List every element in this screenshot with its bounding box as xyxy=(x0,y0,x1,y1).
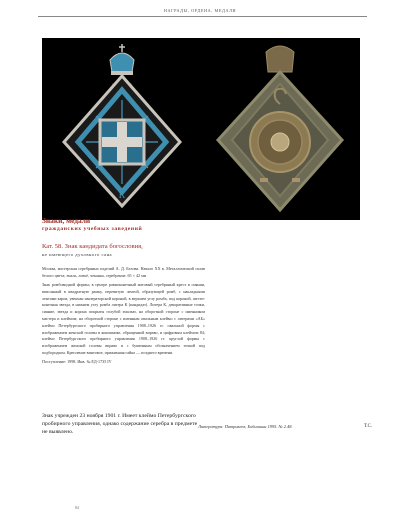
svg-text:К: К xyxy=(118,190,126,201)
badge-reverse-illustration xyxy=(200,38,360,220)
catalog-title-line1: Кат. 58. Знак кандидата богословия, xyxy=(42,243,143,250)
catalog-title-line2: не имеющего духовного сана xyxy=(42,252,113,257)
description-paragraph: Москва, мастерская серебряных изделий А. Д. Белова. Начало XX в. Металлический сплав белого цвета; эмаль, литьё, чеканка, серебрение. 65 × 42 мм xyxy=(42,266,205,278)
badge-obverse-illustration xyxy=(42,38,202,220)
description-paragraph: Знак ромбовидной формы; в центре равноконечный матовый серебряный крест в сиянии, вписанный в квадратную рамку, перевитую лентой, образующей ромб, с накладными лентами кариз, увенчан императорской короной, в верхнем углу ромба, под короной, шестиконечная звезда, в нижнем углу ромба литера К (кандидат). Литера К, декоративные точки, сияние, звезда и корона покрыты голубой эмалью, на оборотной стороне с именником мастера и клеймом; на оборотной стороне с именным овальным клеймо с литерами «АБ» клеймо Петербургского пробирного управления 1908–1926 гг. овальной формы с изображением женской головы в кокошнике, обращенной вправо, и цифровым клеймом 84; клеймо Петербургского пробирного управления 1908–1926 гг. круглой формы с изображением женской головы вправо и с буквенным обозначением точкой под подбородком. Крепление винтовое, прижимная гайка — позднего времени. xyxy=(42,281,205,355)
history-paragraph: Знак учрежден 23 ноября 1901 г. Имеет клеймо Петербургского пробирного управления, однако содержание серебра в предмете не выявлено. xyxy=(42,413,198,435)
provenance-line: Поступление: 1998. Инв. № ЕД-1735 IV xyxy=(42,359,112,365)
catalog-description xyxy=(42,266,205,368)
section-heading xyxy=(42,216,242,234)
catalog-title xyxy=(42,243,202,259)
badge-reverse-photo xyxy=(200,38,360,220)
badge-obverse-photo xyxy=(42,38,202,220)
running-head: НАГРАДЫ, ОРДЕНА, МЕДАЛИ xyxy=(163,8,237,13)
section-heading-line2: гражданских учебных заведений xyxy=(42,226,143,232)
section-heading-line1: Знаки, медали xyxy=(42,216,91,225)
literature-reference: Литература: Патрикеев, Бобиашин 1995. № 2.48. xyxy=(198,424,293,429)
header-rule xyxy=(38,16,367,17)
page-number: 84 xyxy=(75,506,79,510)
author-initials: Т.С. xyxy=(363,424,372,429)
